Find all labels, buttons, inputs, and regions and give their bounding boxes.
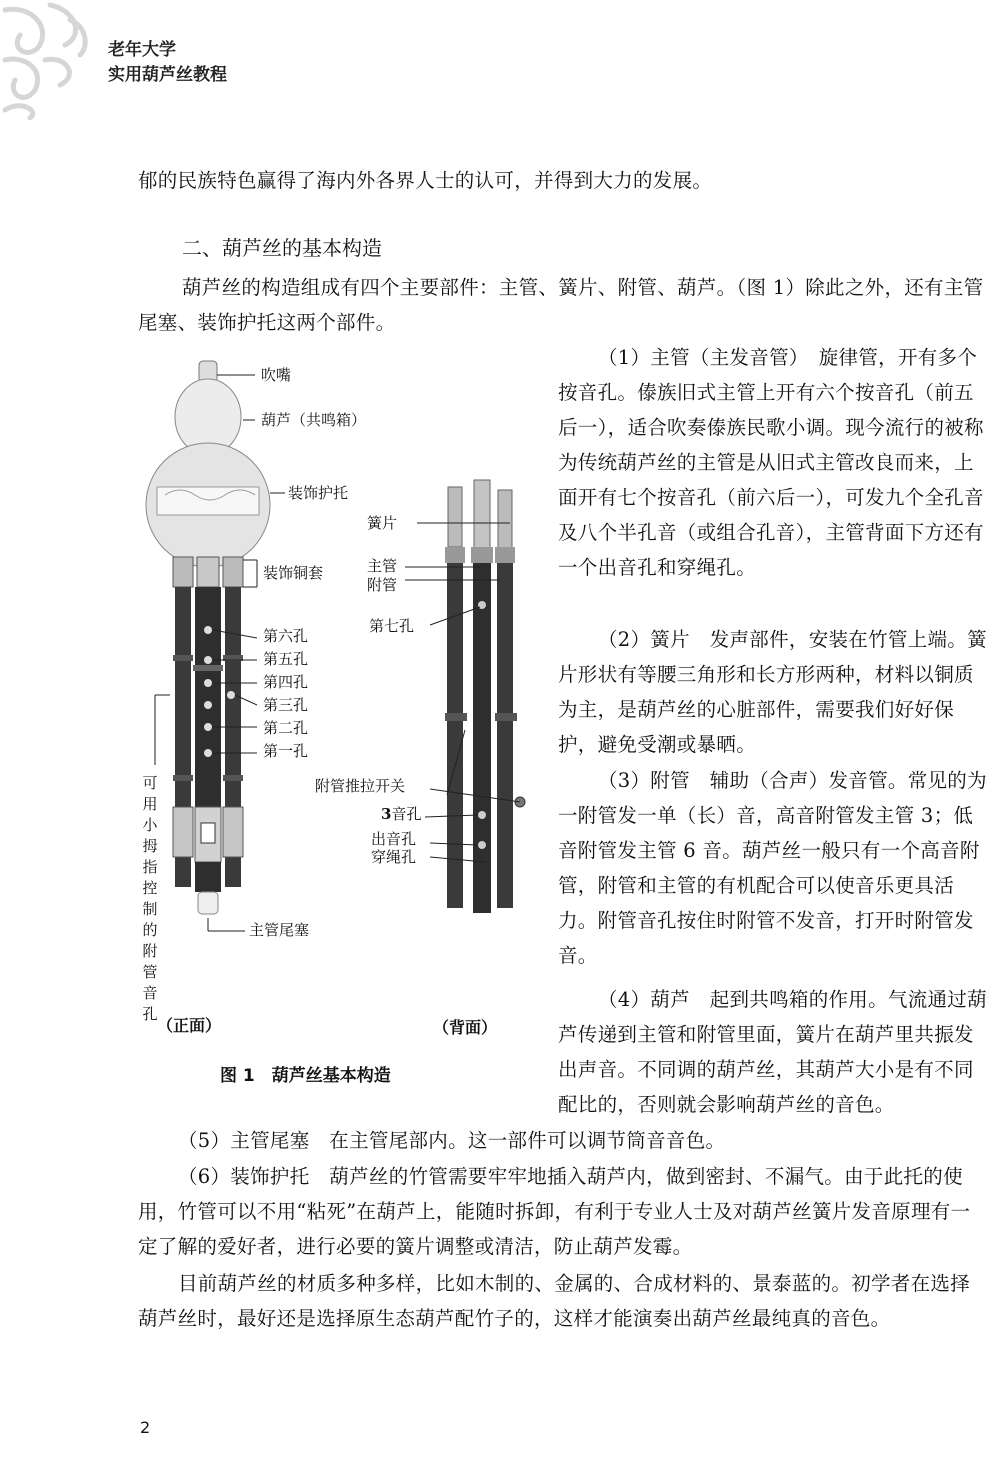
label-sound-hole: 出音孔	[371, 830, 417, 848]
label-aux-pipe: 附管	[367, 576, 398, 594]
label-hole-6: 第六孔	[263, 627, 309, 645]
label-thumb-hole-note: 可用小拇指控制的附管音孔	[142, 774, 158, 1023]
paragraph-intro-tail: 郁的民族特色赢得了海内外各界人士的认可，并得到大力的发展。	[138, 169, 713, 192]
back-view-title: （背面）	[433, 1018, 498, 1037]
header-series: 老年大学	[108, 40, 176, 60]
paragraph-tail-plug: （5）主管尾塞 在主管尾部内。这一部件可以调节筒音音色。	[178, 1129, 726, 1152]
label-rope-hole: 穿绳孔	[371, 848, 417, 866]
label-hole-1: 第一孔	[263, 742, 309, 760]
label-hole-5: 第五孔	[263, 650, 309, 668]
label-hole-4: 第四孔	[263, 673, 309, 691]
paragraph-aux-pipe: （3）附管 辅助（合声）发音管。常见的为一附管发一单（长）音，高音附管发主管 3；低音附管发主管 6 音。葫芦丝一般只有一个高音附管，附管和主管的有机配合可以使音乐更具活力。附管音孔按住时附管不发音，打开时附管发音。	[558, 769, 987, 967]
label-aux-hole-text: 音孔	[391, 805, 422, 823]
page-number: 2	[140, 1418, 151, 1437]
label-aux-hole-3	[381, 805, 421, 824]
corner-ornament	[0, 0, 95, 120]
label-aux-switch: 附管推拉开关	[315, 777, 406, 795]
label-main-pipe: 主管	[367, 557, 398, 575]
hulusi-figure	[135, 355, 550, 1095]
label-tail-plug: 主管尾塞	[249, 921, 310, 939]
section-heading: 二、葫芦丝的基本构造	[182, 236, 382, 260]
running-header	[108, 38, 227, 88]
label-holder: 装饰护托	[288, 484, 349, 502]
label-hole-3: 第三孔	[263, 696, 309, 714]
paragraph-structure: 葫芦丝的构造组成有四个主要部件：主管、簧片、附管、葫芦。（图 1）除此之外，还有主管尾塞、装饰护托这两个部件。	[138, 276, 984, 334]
label-reed: 簧片	[367, 514, 398, 532]
front-view-drawing	[146, 361, 270, 914]
paragraph-materials: 目前葫芦丝的材质多种多样，比如木制的、金属的、合成材料的、景泰蓝的。初学者在选择葫芦丝时，最好还是选择原生态葫芦配竹子的，这样才能演奏出葫芦丝最纯真的音色。	[138, 1272, 971, 1330]
hulusi-illustration	[135, 355, 550, 1095]
label-sleeve: 装饰铜套	[263, 564, 324, 582]
header-book-title: 实用葫芦丝教程	[108, 65, 227, 85]
front-view-title: （正面）	[157, 1016, 222, 1035]
back-view-drawing	[445, 480, 525, 913]
paragraph-holder: （6）装饰护托 葫芦丝的竹管需要牢牢地插入葫芦内，做到密封、不漏气。由于此托的使用，竹管可以不用“粘死”在葫芦上，能随时拆卸，有利于专业人士及对葫芦丝簧片发音原理有一定了解的爱好者，进行必要的簧片调整或清洁，防止葫芦发霉。	[138, 1165, 971, 1258]
note-3: 3	[381, 805, 392, 823]
label-gourd: 葫芦（共鸣箱）	[261, 411, 367, 429]
paragraph-reed: （2）簧片 发声部件，安装在竹管上端。簧片形状有等腰三角形和长方形两种，材料以铜质为主，是葫芦丝的心脏部件，需要我们好好保护，避免受潮或暴晒。	[558, 628, 987, 756]
label-hole-7: 第七孔	[369, 617, 415, 635]
label-mouthpiece: 吹嘴	[261, 366, 292, 384]
label-hole-2: 第二孔	[263, 719, 309, 737]
paragraph-gourd: （4）葫芦 起到共鸣箱的作用。气流通过葫芦传递到主管和附管里面，簧片在葫芦里共振发出声音。不同调的葫芦丝，其葫芦大小是有不同配比的，否则就会影响葫芦丝的音色。	[558, 988, 987, 1116]
paragraph-main-pipe: （1）主管（主发音管） 旋律管，开有多个按音孔。傣族旧式主管上开有六个按音孔（前五后一），适合吹奏傣族民歌小调。现今流行的被称为传统葫芦丝的主管是从旧式主管改良而来，上面开有七个按音孔（前六后一），可发九个全孔音及八个半孔音（或组合孔音），主管背面下方还有一个出音孔和穿绳孔。	[558, 346, 984, 579]
figure-caption: 图 1 葫芦丝基本构造	[220, 1066, 391, 1086]
